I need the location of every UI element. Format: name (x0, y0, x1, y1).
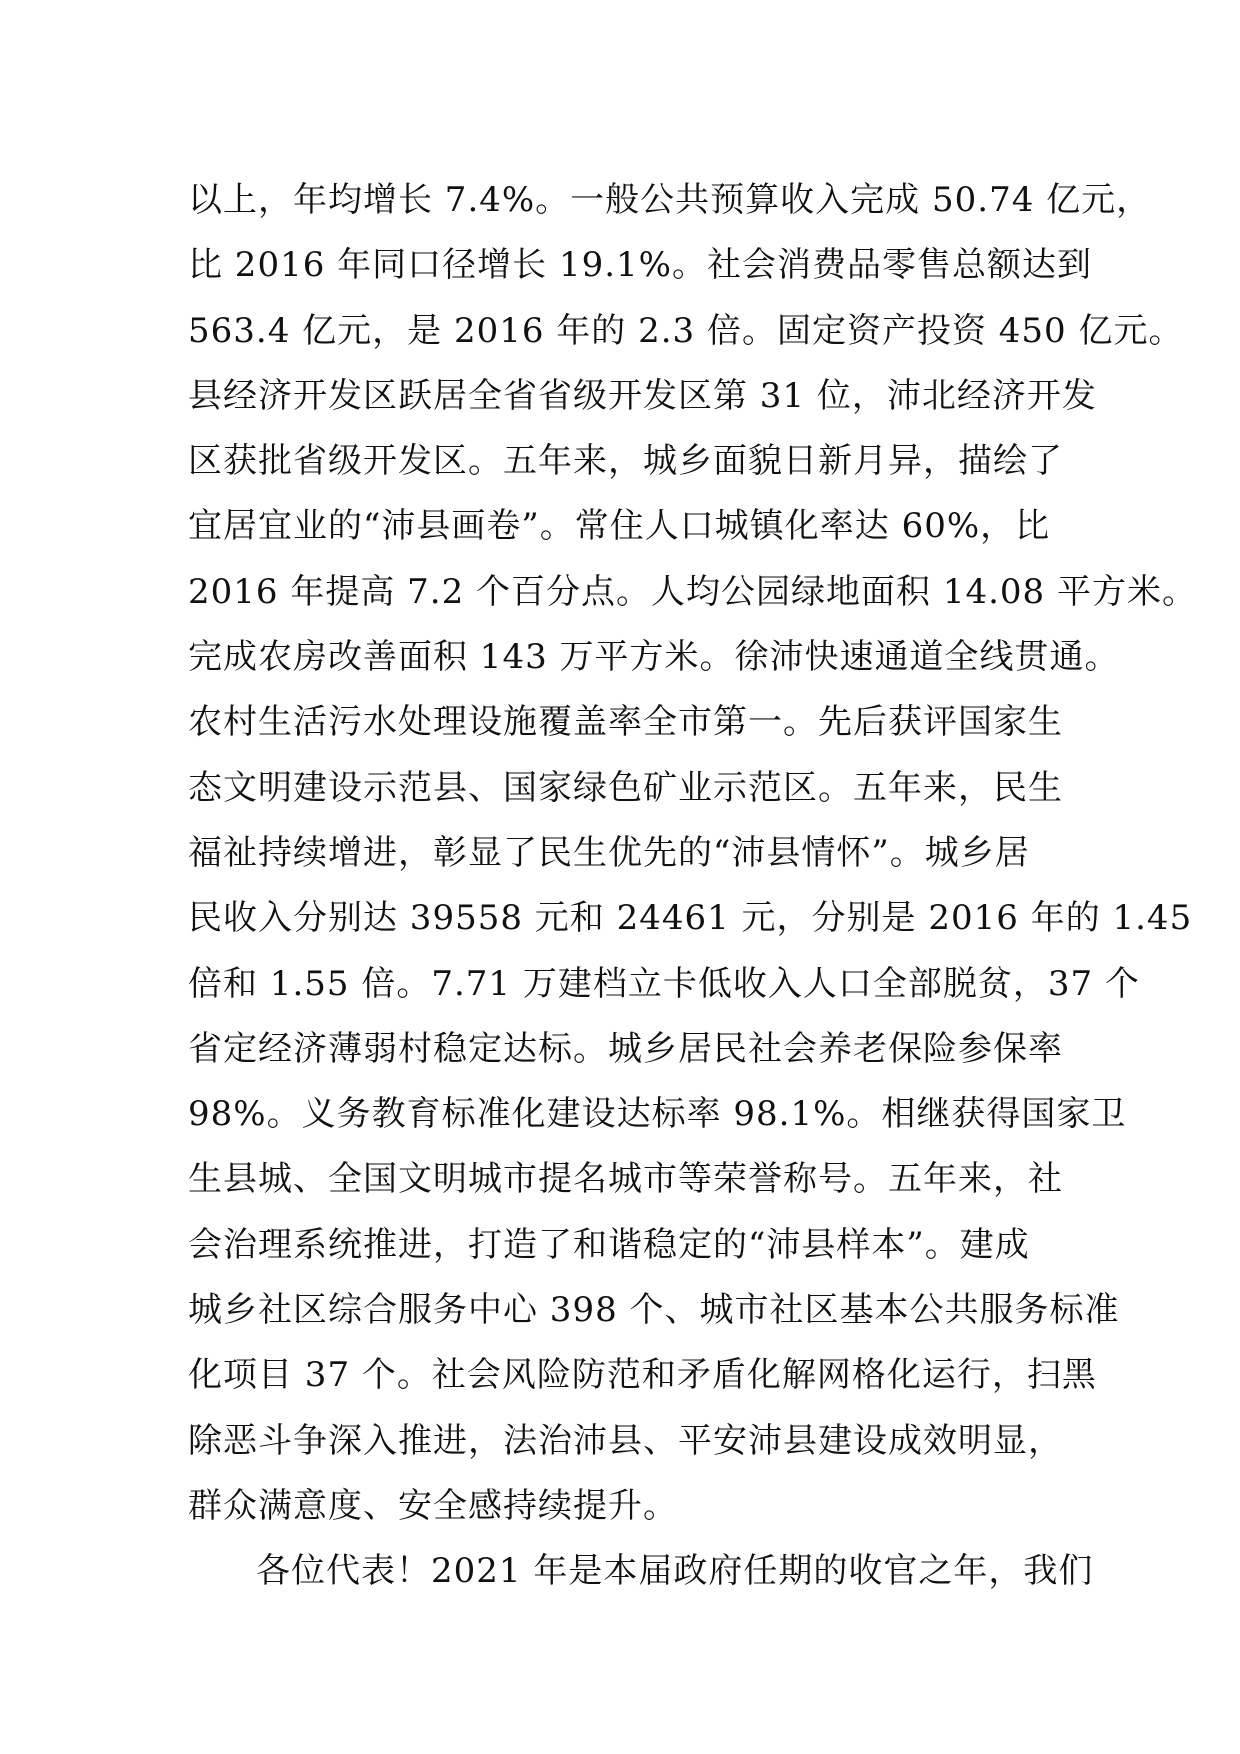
text-line: 除恶斗争深入推进，法治沛县、平安沛县建设成效明显， (188, 1420, 1063, 1461)
text-line: 会治理系统推进，打造了和谐稳定的“沛县样本”。建成 (188, 1224, 1030, 1265)
text-line: 比 2016 年同口径增长 19.1%。社会消费品零售总额达到 (188, 245, 1092, 286)
text-line: 化项目 37 个。社会风险防范和矛盾化解网格化运行，扫黑 (188, 1355, 1097, 1396)
text-line: 态文明建设示范县、国家绿色矿业示范区。五年来，民生 (188, 767, 1063, 808)
paragraph-start-line: 各位代表！2021 年是本届政府任期的收官之年，我们 (256, 1551, 1094, 1592)
text-line: 2016 年提高 7.2 个百分点。人均公园绿地面积 14.08 平方米。 (188, 571, 1197, 612)
text-line: 农村生活污水处理设施覆盖率全市第一。先后获评国家生 (188, 702, 1063, 743)
text-line: 98%。义务教育标准化建设达标率 98.1%。相继获得国家卫 (188, 1094, 1127, 1135)
text-line: 倍和 1.55 倍。7.71 万建档立卡低收入人口全部脱贫，37 个 (188, 963, 1140, 1004)
text-line: 563.4 亿元，是 2016 年的 2.3 倍。固定资产投资 450 亿元。 (188, 310, 1184, 351)
text-line: 省定经济薄弱村稳定达标。城乡居民社会养老保险参保率 (188, 1028, 1063, 1069)
text-line: 生县城、全国文明城市提名城市等荣誉称号。五年来，社 (188, 1159, 1063, 1200)
text-line: 城乡社区综合服务中心 398 个、城市社区基本公共服务标准 (188, 1290, 1120, 1331)
text-line: 完成农房改善面积 143 万平方米。徐沛快速通道全线贯通。 (188, 637, 1120, 678)
text-line: 区获批省级开发区。五年来，城乡面貌日新月异，描绘了 (188, 441, 1063, 482)
text-line: 群众满意度、安全感持续提升。 (188, 1485, 678, 1526)
text-line: 民收入分别达 39558 元和 24461 元，分别是 2016 年的 1.45 (188, 898, 1193, 939)
text-line: 以上，年均增长 7.4%。一般公共预算收入完成 50.74 亿元， (188, 180, 1152, 220)
text-line: 福祉持续增进，彰显了民生优先的“沛县情怀”。城乡居 (188, 832, 1030, 873)
body-text (188, 168, 1197, 1605)
text-line: 县经济开发区跃居全省省级开发区第 31 位，沛北经济开发 (188, 375, 1097, 416)
text-line: 宜居宜业的“沛县画卷”。常住人口城镇化率达 60%，比 (188, 506, 1051, 547)
